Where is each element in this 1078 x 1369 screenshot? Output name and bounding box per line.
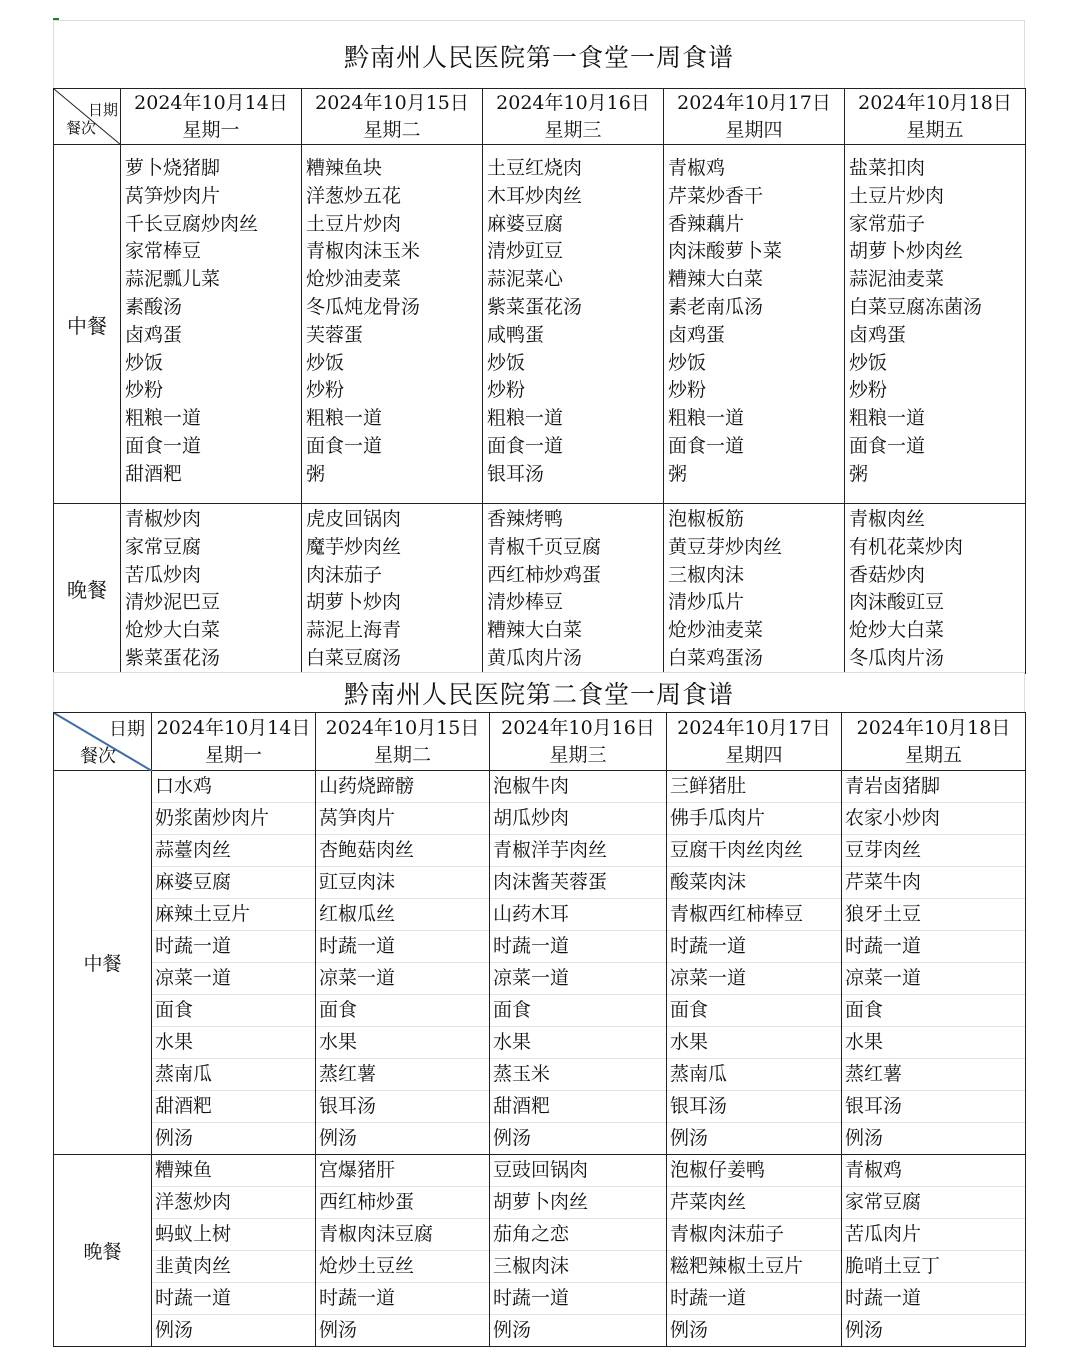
dish-item: 面食一道 [487,434,564,457]
dish-item: 豆芽肉丝 [842,835,1025,867]
dish-item: 面食 [152,995,315,1027]
dish-item: 萝卜烧猪脚 [125,157,221,179]
day-header [667,713,842,771]
dinner-label: 晚餐 [54,1155,152,1347]
dish-item: 凉菜一道 [152,963,315,995]
dish-item: 山药烧蹄髈 [316,771,489,803]
dish-item: 西红柿炒鸡蛋 [487,563,602,586]
dish-item: 水果 [842,1027,1025,1059]
dish-item: 青椒西红柿棒豆 [667,899,841,931]
dish-item: 脆哨土豆丁 [842,1251,1025,1283]
dish-item: 例汤 [845,1319,884,1341]
dish-item: 泡椒板筋 [668,508,745,530]
dish-item: 炒粉 [849,379,888,402]
dish-item: 香辣藕片 [668,212,745,235]
dish-item: 白菜豆腐汤 [306,646,402,669]
dish-item: 凉菜一道 [842,963,1025,995]
dish-item: 蒜薹肉丝 [152,835,315,867]
dish-list [121,504,302,674]
dish-item: 炒饭 [306,351,345,374]
dish-item: 青椒千页豆腐 [487,535,602,558]
dish-item: 时蔬一道 [152,1283,315,1315]
date-label: 2024年10月16日 [496,91,650,114]
dish-item: 例汤 [319,1319,358,1341]
dish-item: 卤鸡蛋 [849,323,907,346]
dish-item: 芙蓉蛋 [306,323,364,346]
dish-item: 杏鲍菇肉丝 [316,835,489,867]
dish-item: 例汤 [670,1127,709,1149]
dish-item: 泡椒仔姜鸭 [667,1155,841,1187]
lunch-row [54,771,1026,1155]
dish-item: 时蔬一道 [667,1283,841,1315]
dish-item: 例汤 [155,1127,194,1149]
dish-list [490,771,667,1155]
dish-item: 豆豉回锅肉 [490,1155,666,1187]
corner-date-label: 日期 [87,101,118,119]
dish-item: 豆腐干肉丝肉丝 [667,835,841,867]
dish-item: 农家小炒肉 [842,803,1025,835]
dish-item: 粗粮一道 [849,407,926,430]
dish-item: 口水鸡 [152,771,315,803]
dish-item: 糟辣大白菜 [668,268,764,291]
dish-item: 肉沫酸豇豆 [849,591,945,614]
dish-list [664,145,845,504]
dish-item: 蒸南瓜 [667,1059,841,1091]
dish-item: 粥 [306,462,326,485]
dish-item: 胡瓜炒肉 [490,803,666,835]
dish-item: 千长豆腐炒肉丝 [125,212,259,235]
dish-list [483,145,664,504]
day-header [152,713,316,771]
dish-item: 木耳炒肉丝 [487,184,583,207]
dish-item: 例汤 [845,1127,884,1149]
dish-item: 蒸红薯 [842,1059,1025,1091]
dish-item: 胡萝卜炒肉 [306,591,402,614]
dish-list [483,504,664,674]
corner-cell [54,713,152,771]
dish-item: 蒜泥油麦菜 [849,268,945,291]
dish-item: 时蔬一道 [667,931,841,963]
canteen2-table [53,712,1026,1347]
date-label: 2024年10月15日 [315,91,469,114]
weekday-label: 星期三 [544,118,602,141]
dish-item: 青椒肉沫玉米 [306,240,421,263]
dish-list [152,771,316,1155]
dish-item: 水果 [667,1027,841,1059]
dish-item: 酸菜肉沫 [667,867,841,899]
dish-item: 泡椒牛肉 [490,771,666,803]
dish-item: 青椒洋芋肉丝 [490,835,666,867]
dish-item: 茄角之恋 [490,1219,666,1251]
dish-item: 麻婆豆腐 [487,212,564,235]
dish-item: 香菇炒肉 [849,563,926,586]
dish-item: 洋葱炒五花 [306,184,402,207]
dish-item: 凉菜一道 [667,963,841,995]
dish-item: 家常豆腐 [842,1187,1025,1219]
dish-item: 土豆片炒肉 [849,184,945,207]
dish-item: 面食一道 [125,434,202,457]
date-label: 2024年10月17日 [677,716,831,739]
dish-list [845,504,1026,674]
day-header [302,89,483,145]
day-header [664,89,845,145]
dish-item: 时蔬一道 [152,931,315,963]
dish-item: 三鲜猪肚 [667,771,841,803]
dish-item: 卤鸡蛋 [668,323,726,346]
dinner-row [54,504,1026,674]
dish-list [121,145,302,504]
dish-item: 麻辣土豆片 [152,899,315,931]
dish-item: 粥 [668,462,688,485]
dish-item: 青岩卤猪脚 [842,771,1025,803]
dish-item: 银耳汤 [487,462,545,485]
weekday-label: 星期三 [549,743,607,766]
dish-list [667,1155,842,1347]
dish-item: 蚂蚁上树 [152,1219,315,1251]
canteen2-title: 黔南州人民医院第二食堂一周食谱 [53,672,1025,712]
dish-item: 佛手瓜肉片 [667,803,841,835]
dish-item: 清炒棒豆 [487,591,564,614]
dish-item: 芹菜炒香干 [668,184,764,207]
dish-item: 山药木耳 [490,899,666,931]
dish-item: 面食一道 [668,434,745,457]
dish-item: 青椒鸡 [668,157,726,179]
date-label: 2024年10月14日 [134,91,288,114]
dish-item: 咸鸭蛋 [487,323,545,346]
dish-list [152,1155,316,1347]
dish-item: 麻婆豆腐 [152,867,315,899]
weekday-label: 星期五 [906,118,964,141]
header-row [54,89,1026,145]
dish-item: 糟辣鱼块 [306,157,383,179]
dish-item: 芹菜牛肉 [842,867,1025,899]
canteen1-title: 黔南州人民医院第一食堂一周食谱 [53,20,1025,88]
lunch-label: 中餐 [54,771,152,1155]
date-label: 2024年10月18日 [856,716,1011,739]
canteen2-menu [53,672,1025,1347]
dish-item: 蒸南瓜 [152,1059,315,1091]
dish-item: 青椒肉沫豆腐 [316,1219,489,1251]
dish-item: 水果 [316,1027,489,1059]
lunch-label: 中餐 [54,145,121,504]
corner-meal-label: 餐次 [66,119,97,137]
weekday-label: 星期四 [725,118,783,141]
dish-item: 炒饭 [125,351,164,374]
dish-item: 三椒肉沫 [490,1251,666,1283]
dish-item: 宫爆猪肝 [316,1155,489,1187]
dish-item: 红椒瓜丝 [316,899,489,931]
dish-item: 时蔬一道 [842,931,1025,963]
dish-list [302,504,483,674]
header-row [54,713,1026,771]
dish-list [842,771,1026,1155]
dish-item: 糍粑辣椒土豆片 [667,1251,841,1283]
dish-item: 时蔬一道 [842,1283,1025,1315]
dish-item: 苦瓜肉片 [842,1219,1025,1251]
dish-item: 银耳汤 [667,1091,841,1123]
dish-item: 炒饭 [668,351,707,374]
dish-item: 银耳汤 [316,1091,489,1123]
dish-item: 青椒肉沫茄子 [667,1219,841,1251]
dish-item: 肉沫酸萝卜菜 [668,240,783,263]
day-header [842,713,1026,771]
day-header [490,713,667,771]
dish-item: 三椒肉沫 [668,563,745,586]
dish-item: 狼牙土豆 [842,899,1025,931]
dish-item: 青椒肉丝 [849,508,926,530]
dish-item: 紫菜蛋花汤 [487,295,583,318]
dish-item: 例汤 [319,1127,358,1149]
dish-item: 时蔬一道 [316,931,489,963]
dish-item: 黄豆芽炒肉丝 [668,535,783,558]
dish-item: 粗粮一道 [306,407,383,430]
dish-item: 炝炒油麦菜 [668,619,764,642]
dish-item: 奶浆菌炒肉片 [152,803,315,835]
dish-item: 蒜泥瓢儿菜 [125,268,221,291]
dish-item: 莴笋肉片 [316,803,489,835]
day-header [483,89,664,145]
dish-item: 青椒炒肉 [125,508,202,530]
dish-item: 炝炒大白菜 [125,619,221,642]
dish-item: 蒸玉米 [490,1059,666,1091]
dish-item: 豇豆肉沫 [316,867,489,899]
corner-date-label: 日期 [109,719,145,740]
date-label: 2024年10月15日 [325,716,480,739]
corner-cell [54,89,121,145]
dish-item: 例汤 [493,1127,532,1149]
dish-item: 炝炒大白菜 [849,619,945,642]
canteen1-table [53,88,1026,674]
dish-item: 紫菜蛋花汤 [125,646,221,669]
dish-item: 蒸红薯 [316,1059,489,1091]
dish-item: 例汤 [155,1319,194,1341]
weekday-label: 星期一 [182,118,240,141]
dish-item: 清炒瓜片 [668,591,745,614]
dinner-label: 晚餐 [54,504,121,674]
dish-item: 粗粮一道 [487,407,564,430]
weekday-label: 星期五 [904,743,962,766]
dish-item: 炝炒油麦菜 [306,268,402,291]
dish-item: 炒粉 [125,379,164,402]
dish-item: 面食一道 [306,434,383,457]
dish-item: 胡萝卜肉丝 [490,1187,666,1219]
dish-item: 粥 [849,462,869,485]
day-header [845,89,1026,145]
dish-item: 面食 [842,995,1025,1027]
dish-item: 芹菜肉丝 [667,1187,841,1219]
date-label: 2024年10月14日 [156,716,311,739]
dish-list [316,1155,490,1347]
dish-item: 面食 [316,995,489,1027]
dish-item: 蒜泥菜心 [487,268,564,291]
dish-item: 面食 [490,995,666,1027]
dish-item: 例汤 [493,1319,532,1341]
weekday-label: 星期一 [204,743,262,766]
dish-item: 甜酒粑 [125,462,183,485]
weekday-label: 星期四 [725,743,783,766]
day-header [316,713,490,771]
dish-item: 土豆红烧肉 [487,157,583,179]
dish-item: 银耳汤 [842,1091,1025,1123]
dish-item: 白菜豆腐冻菌汤 [849,295,983,318]
dish-item: 素酸汤 [125,295,183,318]
dish-item: 黄瓜肉片汤 [487,646,583,669]
dish-item: 时蔬一道 [490,931,666,963]
dish-item: 肉沫茄子 [306,563,383,586]
dish-item: 例汤 [670,1319,709,1341]
dish-list [302,145,483,504]
dish-item: 凉菜一道 [316,963,489,995]
dish-list [667,771,842,1155]
dish-item: 面食一道 [849,434,926,457]
dish-item: 白菜鸡蛋汤 [668,646,764,669]
dish-item: 冬瓜肉片汤 [849,646,945,669]
dish-list [664,504,845,674]
dish-item: 香辣烤鸭 [487,508,564,530]
dish-list [845,145,1026,504]
dish-list [842,1155,1026,1347]
day-header [121,89,302,145]
dish-item: 虎皮回锅肉 [306,508,402,530]
dish-item: 家常茄子 [849,212,926,235]
weekday-label: 星期二 [363,118,421,141]
date-label: 2024年10月17日 [677,91,831,114]
dish-item: 炒饭 [487,351,526,374]
dish-item: 盐菜扣肉 [849,157,926,179]
dish-item: 有机花菜炒肉 [849,535,964,558]
dish-item: 粗粮一道 [668,407,745,430]
dish-item: 炒饭 [849,351,888,374]
dish-item: 水果 [490,1027,666,1059]
dish-item: 家常棒豆 [125,240,202,263]
lunch-row [54,145,1026,504]
canteen1-menu [53,20,1025,674]
dish-item: 甜酒粑 [152,1091,315,1123]
dish-item: 家常豆腐 [125,535,202,558]
dish-item: 卤鸡蛋 [125,323,183,346]
dish-item: 清炒豇豆 [487,240,564,263]
dish-item: 面食 [667,995,841,1027]
dish-item: 素老南瓜汤 [668,295,764,318]
dish-item: 炝炒土豆丝 [316,1251,489,1283]
dish-item: 甜酒粑 [490,1091,666,1123]
dish-item: 清炒泥巴豆 [125,591,221,614]
dish-list [490,1155,667,1347]
dish-item: 莴笋炒肉片 [125,184,221,207]
date-label: 2024年10月16日 [501,716,655,739]
dish-item: 西红柿炒蛋 [316,1187,489,1219]
dish-item: 糟辣鱼 [152,1155,315,1187]
dish-item: 炒粉 [668,379,707,402]
dish-item: 洋葱炒肉 [152,1187,315,1219]
dish-item: 土豆片炒肉 [306,212,402,235]
dish-item: 水果 [152,1027,315,1059]
dish-item: 时蔬一道 [490,1283,666,1315]
weekday-label: 星期二 [373,743,431,766]
dish-list [316,771,490,1155]
dish-item: 时蔬一道 [316,1283,489,1315]
dinner-row [54,1155,1026,1347]
dish-item: 糟辣大白菜 [487,619,583,642]
dish-item: 苦瓜炒肉 [125,563,202,586]
dish-item: 炒粉 [487,379,526,402]
dish-item: 魔芋炒肉丝 [306,535,402,558]
dish-item: 胡萝卜炒肉丝 [849,240,964,263]
dish-item: 炒粉 [306,379,345,402]
corner-meal-label: 餐次 [80,746,116,767]
dish-item: 蒜泥上海青 [306,619,402,642]
dish-item: 肉沫酱芙蓉蛋 [490,867,666,899]
dish-item: 冬瓜炖龙骨汤 [306,295,421,318]
date-label: 2024年10月18日 [858,91,1012,114]
dish-item: 青椒鸡 [842,1155,1025,1187]
dish-item: 凉菜一道 [490,963,666,995]
dish-item: 韭黄肉丝 [152,1251,315,1283]
dish-item: 粗粮一道 [125,407,202,430]
